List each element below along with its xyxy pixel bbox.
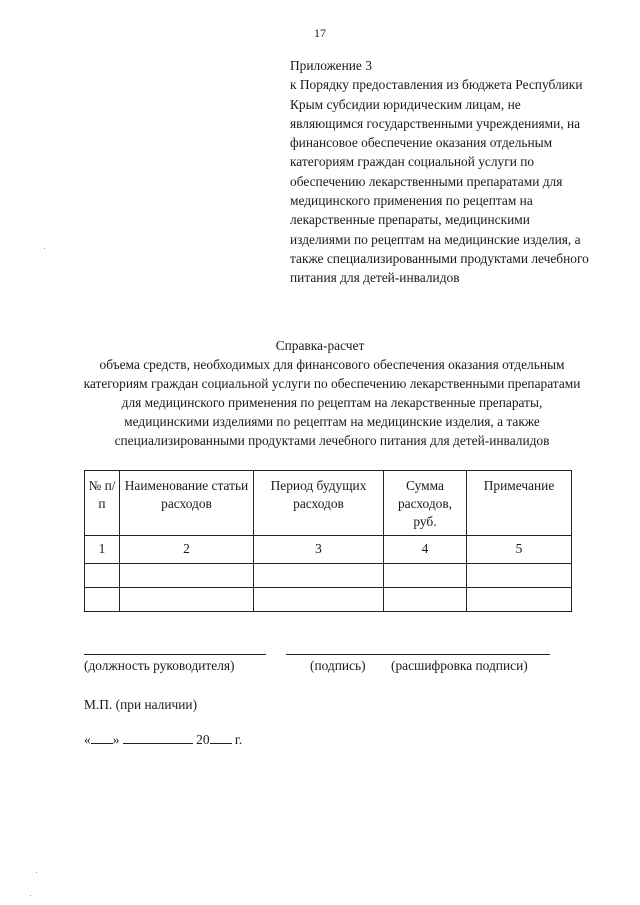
table-cell — [384, 564, 467, 588]
date-line — [84, 731, 242, 748]
table-cell — [85, 564, 120, 588]
table-cell — [254, 588, 384, 612]
header-cell-number: № п/п — [85, 471, 120, 536]
column-number-cell: 5 — [467, 536, 572, 564]
table-cell — [254, 564, 384, 588]
decoding-label: (расшифровка подписи) — [391, 658, 528, 673]
table-row — [85, 564, 572, 588]
table-cell — [120, 564, 254, 588]
header-cell-amount: Сумма расходов, руб. — [384, 471, 467, 536]
column-number-cell: 3 — [254, 536, 384, 564]
annex-block — [290, 56, 590, 288]
scan-speck — [36, 872, 37, 873]
day-blank — [91, 731, 113, 744]
table-cell — [384, 588, 467, 612]
date-open-quote: « — [84, 732, 91, 747]
scan-speck — [30, 895, 31, 896]
table-cell — [467, 564, 572, 588]
header-cell-item-name: Наименование статьи расходов — [120, 471, 254, 536]
table-row — [85, 588, 572, 612]
page-number: 17 — [314, 26, 326, 40]
date-close-quote: » — [112, 732, 120, 747]
signature-decoding-line — [286, 654, 550, 655]
table-cell — [467, 588, 572, 612]
month-blank — [123, 731, 193, 744]
year-blank — [210, 731, 232, 744]
annex-text: к Порядку предоставления из бюджета Республики Крым субсидии юридическим лицам, не являющимся государственными учреждениями, на финансовое обеспечение оказания отдельным категориям граждан социальной услуги по обеспечению лекарственными препаратами для медицинского применения по рецептам на лекарственные препараты, медицинскими изделиями по рецептам на медицинские изделия, а также специализированными продуктами лечебного питания для детей-инвалидов — [290, 77, 589, 286]
header-cell-period: Период будущих расходов — [254, 471, 384, 536]
document-title: Справка-расчет — [275, 338, 365, 353]
header-cell-note: Примечание — [467, 471, 572, 536]
annex-title: Приложение 3 — [290, 58, 372, 73]
column-number-row — [85, 536, 572, 564]
signature-label: (подпись) — [310, 658, 366, 673]
year-prefix: 20 — [196, 732, 210, 747]
document-subtitle: объема средств, необходимых для финансового обеспечения оказания отдельным категориям граждан социальной услуги по обеспечению лекарственными препаратами для медицинского применения по рецептам на лекарственные препараты, медицинскими изделиями по рецептам на медицинские изделия, а также специализированными продуктами лечебного питания для детей-инвалидов — [83, 357, 581, 448]
table-cell — [85, 588, 120, 612]
stamp-label: М.П. (при наличии) — [84, 697, 198, 712]
table-cell — [120, 588, 254, 612]
scan-speck — [44, 248, 45, 249]
column-number-cell: 1 — [85, 536, 120, 564]
column-number-cell: 2 — [120, 536, 254, 564]
position-signature-line — [84, 654, 266, 655]
table-header-row — [85, 471, 572, 536]
column-number-cell: 4 — [384, 536, 467, 564]
position-label: (должность руководителя) — [84, 658, 235, 673]
year-suffix: г. — [234, 732, 243, 747]
calculation-table — [84, 470, 572, 612]
